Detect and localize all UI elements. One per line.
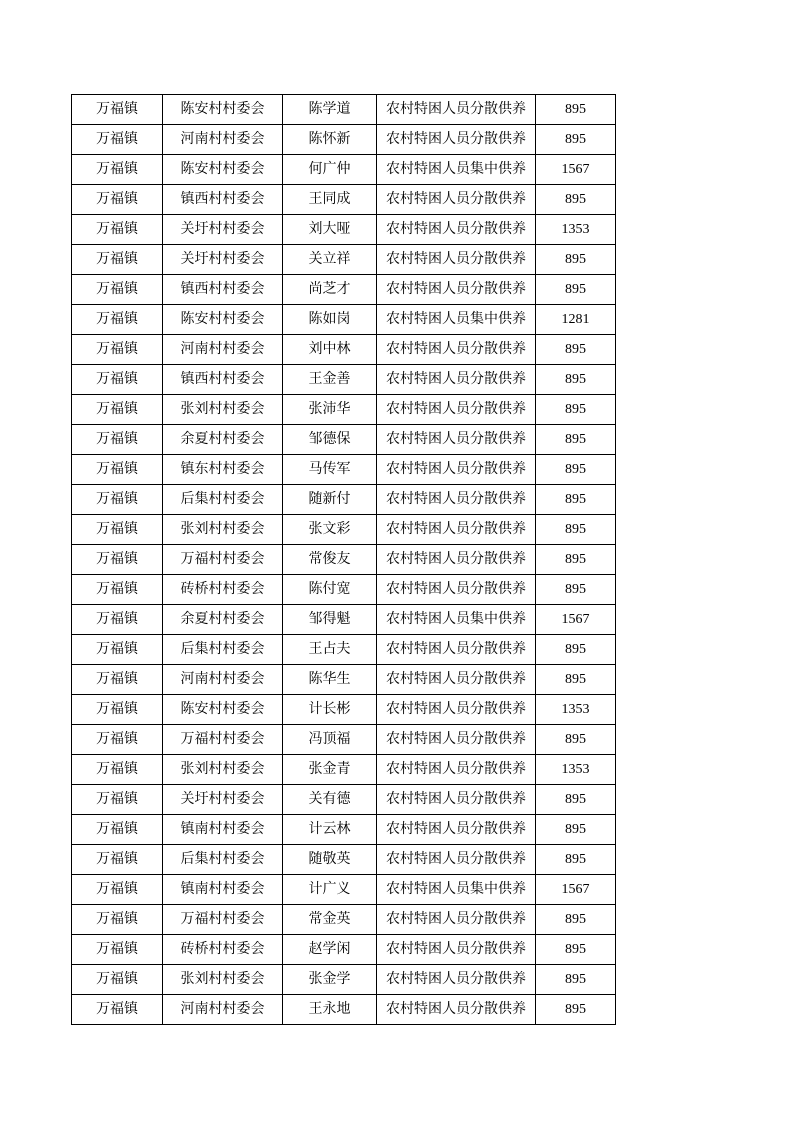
village-cell: 陈安村村委会 (163, 95, 283, 125)
village-cell: 张刘村村委会 (163, 755, 283, 785)
assistance-type-cell: 农村特困人员分散供养 (377, 725, 536, 755)
amount-cell: 1567 (536, 605, 616, 635)
town-cell: 万福镇 (72, 455, 163, 485)
person-name-cell: 关立祥 (283, 245, 377, 275)
person-name-cell: 王永地 (283, 995, 377, 1025)
table-row (72, 395, 616, 425)
assistance-type-cell: 农村特困人员分散供养 (377, 275, 536, 305)
amount-cell: 895 (536, 905, 616, 935)
town-cell: 万福镇 (72, 635, 163, 665)
table-row (72, 545, 616, 575)
amount-cell: 895 (536, 395, 616, 425)
person-name-cell: 刘大哑 (283, 215, 377, 245)
table-row (72, 455, 616, 485)
person-name-cell: 陈如岗 (283, 305, 377, 335)
amount-cell: 895 (536, 845, 616, 875)
amount-cell: 895 (536, 515, 616, 545)
assistance-type-cell: 农村特困人员分散供养 (377, 365, 536, 395)
person-name-cell: 陈怀新 (283, 125, 377, 155)
town-cell: 万福镇 (72, 785, 163, 815)
village-cell: 镇西村村委会 (163, 275, 283, 305)
assistance-type-cell: 农村特困人员分散供养 (377, 755, 536, 785)
person-name-cell: 张沛华 (283, 395, 377, 425)
village-cell: 河南村村委会 (163, 995, 283, 1025)
person-name-cell: 计广义 (283, 875, 377, 905)
assistance-type-cell: 农村特困人员分散供养 (377, 425, 536, 455)
amount-cell: 895 (536, 725, 616, 755)
roster-table (71, 94, 616, 1025)
town-cell: 万福镇 (72, 545, 163, 575)
town-cell: 万福镇 (72, 995, 163, 1025)
amount-cell: 895 (536, 995, 616, 1025)
assistance-type-cell: 农村特困人员集中供养 (377, 155, 536, 185)
table-row (72, 605, 616, 635)
assistance-type-cell: 农村特困人员分散供养 (377, 395, 536, 425)
amount-cell: 895 (536, 275, 616, 305)
person-name-cell: 张金学 (283, 965, 377, 995)
village-cell: 余夏村村委会 (163, 425, 283, 455)
amount-cell: 1353 (536, 215, 616, 245)
amount-cell: 895 (536, 365, 616, 395)
village-cell: 河南村村委会 (163, 335, 283, 365)
town-cell: 万福镇 (72, 725, 163, 755)
amount-cell: 895 (536, 95, 616, 125)
town-cell: 万福镇 (72, 875, 163, 905)
person-name-cell: 计长彬 (283, 695, 377, 725)
assistance-type-cell: 农村特困人员分散供养 (377, 245, 536, 275)
table-row (72, 215, 616, 245)
assistance-type-cell: 农村特困人员分散供养 (377, 845, 536, 875)
assistance-type-cell: 农村特困人员分散供养 (377, 965, 536, 995)
person-name-cell: 邹德保 (283, 425, 377, 455)
village-cell: 镇南村村委会 (163, 815, 283, 845)
village-cell: 河南村村委会 (163, 665, 283, 695)
person-name-cell: 张金青 (283, 755, 377, 785)
town-cell: 万福镇 (72, 95, 163, 125)
amount-cell: 895 (536, 545, 616, 575)
table-row (72, 335, 616, 365)
table-row (72, 575, 616, 605)
person-name-cell: 冯顶福 (283, 725, 377, 755)
assistance-type-cell: 农村特困人员分散供养 (377, 995, 536, 1025)
town-cell: 万福镇 (72, 305, 163, 335)
table-row (72, 665, 616, 695)
village-cell: 砖桥村村委会 (163, 935, 283, 965)
table-row (72, 695, 616, 725)
table-row (72, 995, 616, 1025)
amount-cell: 895 (536, 635, 616, 665)
town-cell: 万福镇 (72, 605, 163, 635)
town-cell: 万福镇 (72, 695, 163, 725)
village-cell: 陈安村村委会 (163, 305, 283, 335)
table-row (72, 725, 616, 755)
amount-cell: 895 (536, 485, 616, 515)
village-cell: 关圩村村委会 (163, 245, 283, 275)
village-cell: 张刘村村委会 (163, 515, 283, 545)
assistance-type-cell: 农村特困人员分散供养 (377, 95, 536, 125)
table-row (72, 785, 616, 815)
amount-cell: 895 (536, 185, 616, 215)
town-cell: 万福镇 (72, 815, 163, 845)
person-name-cell: 关有德 (283, 785, 377, 815)
table-row (72, 635, 616, 665)
table-row (72, 125, 616, 155)
village-cell: 余夏村村委会 (163, 605, 283, 635)
assistance-type-cell: 农村特困人员分散供养 (377, 815, 536, 845)
village-cell: 镇南村村委会 (163, 875, 283, 905)
village-cell: 万福村村委会 (163, 725, 283, 755)
person-name-cell: 赵学闲 (283, 935, 377, 965)
person-name-cell: 张文彩 (283, 515, 377, 545)
village-cell: 镇西村村委会 (163, 185, 283, 215)
town-cell: 万福镇 (72, 245, 163, 275)
amount-cell: 895 (536, 125, 616, 155)
table-row (72, 275, 616, 305)
village-cell: 陈安村村委会 (163, 155, 283, 185)
roster-table-body (72, 95, 616, 1025)
table-row (72, 155, 616, 185)
assistance-type-cell: 农村特困人员分散供养 (377, 665, 536, 695)
person-name-cell: 计云林 (283, 815, 377, 845)
village-cell: 关圩村村委会 (163, 785, 283, 815)
town-cell: 万福镇 (72, 515, 163, 545)
table-row (72, 485, 616, 515)
town-cell: 万福镇 (72, 665, 163, 695)
village-cell: 后集村村委会 (163, 485, 283, 515)
town-cell: 万福镇 (72, 155, 163, 185)
village-cell: 后集村村委会 (163, 845, 283, 875)
village-cell: 万福村村委会 (163, 905, 283, 935)
person-name-cell: 常金英 (283, 905, 377, 935)
assistance-type-cell: 农村特困人员分散供养 (377, 905, 536, 935)
assistance-type-cell: 农村特困人员分散供养 (377, 695, 536, 725)
table-row (72, 755, 616, 785)
person-name-cell: 尚芝才 (283, 275, 377, 305)
village-cell: 张刘村村委会 (163, 965, 283, 995)
table-row (72, 185, 616, 215)
person-name-cell: 随新付 (283, 485, 377, 515)
amount-cell: 895 (536, 785, 616, 815)
amount-cell: 895 (536, 965, 616, 995)
table-row (72, 965, 616, 995)
amount-cell: 895 (536, 815, 616, 845)
town-cell: 万福镇 (72, 215, 163, 245)
town-cell: 万福镇 (72, 845, 163, 875)
town-cell: 万福镇 (72, 275, 163, 305)
town-cell: 万福镇 (72, 755, 163, 785)
person-name-cell: 随敬英 (283, 845, 377, 875)
amount-cell: 1281 (536, 305, 616, 335)
person-name-cell: 刘中林 (283, 335, 377, 365)
person-name-cell: 马传军 (283, 455, 377, 485)
amount-cell: 895 (536, 935, 616, 965)
person-name-cell: 陈付宽 (283, 575, 377, 605)
assistance-type-cell: 农村特困人员分散供养 (377, 485, 536, 515)
person-name-cell: 陈学道 (283, 95, 377, 125)
table-row (72, 425, 616, 455)
amount-cell: 895 (536, 575, 616, 605)
person-name-cell: 王金善 (283, 365, 377, 395)
village-cell: 镇西村村委会 (163, 365, 283, 395)
town-cell: 万福镇 (72, 185, 163, 215)
assistance-type-cell: 农村特困人员分散供养 (377, 455, 536, 485)
assistance-type-cell: 农村特困人员分散供养 (377, 125, 536, 155)
town-cell: 万福镇 (72, 485, 163, 515)
amount-cell: 1353 (536, 695, 616, 725)
town-cell: 万福镇 (72, 965, 163, 995)
assistance-type-cell: 农村特困人员分散供养 (377, 935, 536, 965)
town-cell: 万福镇 (72, 905, 163, 935)
town-cell: 万福镇 (72, 575, 163, 605)
table-row (72, 935, 616, 965)
table-row (72, 365, 616, 395)
amount-cell: 895 (536, 335, 616, 365)
town-cell: 万福镇 (72, 935, 163, 965)
person-name-cell: 邹得魁 (283, 605, 377, 635)
person-name-cell: 王占夫 (283, 635, 377, 665)
town-cell: 万福镇 (72, 395, 163, 425)
village-cell: 河南村村委会 (163, 125, 283, 155)
amount-cell: 895 (536, 665, 616, 695)
village-cell: 关圩村村委会 (163, 215, 283, 245)
amount-cell: 1567 (536, 875, 616, 905)
assistance-type-cell: 农村特困人员集中供养 (377, 305, 536, 335)
assistance-type-cell: 农村特困人员分散供养 (377, 635, 536, 665)
assistance-type-cell: 农村特困人员分散供养 (377, 545, 536, 575)
table-row (72, 905, 616, 935)
amount-cell: 1567 (536, 155, 616, 185)
amount-cell: 895 (536, 245, 616, 275)
town-cell: 万福镇 (72, 125, 163, 155)
assistance-type-cell: 农村特困人员集中供养 (377, 605, 536, 635)
town-cell: 万福镇 (72, 425, 163, 455)
assistance-type-cell: 农村特困人员分散供养 (377, 185, 536, 215)
assistance-type-cell: 农村特困人员分散供养 (377, 335, 536, 365)
village-cell: 陈安村村委会 (163, 695, 283, 725)
village-cell: 张刘村村委会 (163, 395, 283, 425)
assistance-type-cell: 农村特困人员分散供养 (377, 575, 536, 605)
table-row (72, 815, 616, 845)
table-row (72, 875, 616, 905)
assistance-type-cell: 农村特困人员分散供养 (377, 215, 536, 245)
table-row (72, 245, 616, 275)
town-cell: 万福镇 (72, 335, 163, 365)
table-row (72, 845, 616, 875)
amount-cell: 895 (536, 425, 616, 455)
amount-cell: 1353 (536, 755, 616, 785)
person-name-cell: 陈华生 (283, 665, 377, 695)
assistance-type-cell: 农村特困人员分散供养 (377, 785, 536, 815)
village-cell: 砖桥村村委会 (163, 575, 283, 605)
village-cell: 万福村村委会 (163, 545, 283, 575)
table-row (72, 95, 616, 125)
amount-cell: 895 (536, 455, 616, 485)
town-cell: 万福镇 (72, 365, 163, 395)
person-name-cell: 王同成 (283, 185, 377, 215)
assistance-type-cell: 农村特困人员分散供养 (377, 515, 536, 545)
person-name-cell: 何广仲 (283, 155, 377, 185)
table-row (72, 515, 616, 545)
village-cell: 后集村村委会 (163, 635, 283, 665)
table-row (72, 305, 616, 335)
person-name-cell: 常俊友 (283, 545, 377, 575)
village-cell: 镇东村村委会 (163, 455, 283, 485)
assistance-type-cell: 农村特困人员集中供养 (377, 875, 536, 905)
